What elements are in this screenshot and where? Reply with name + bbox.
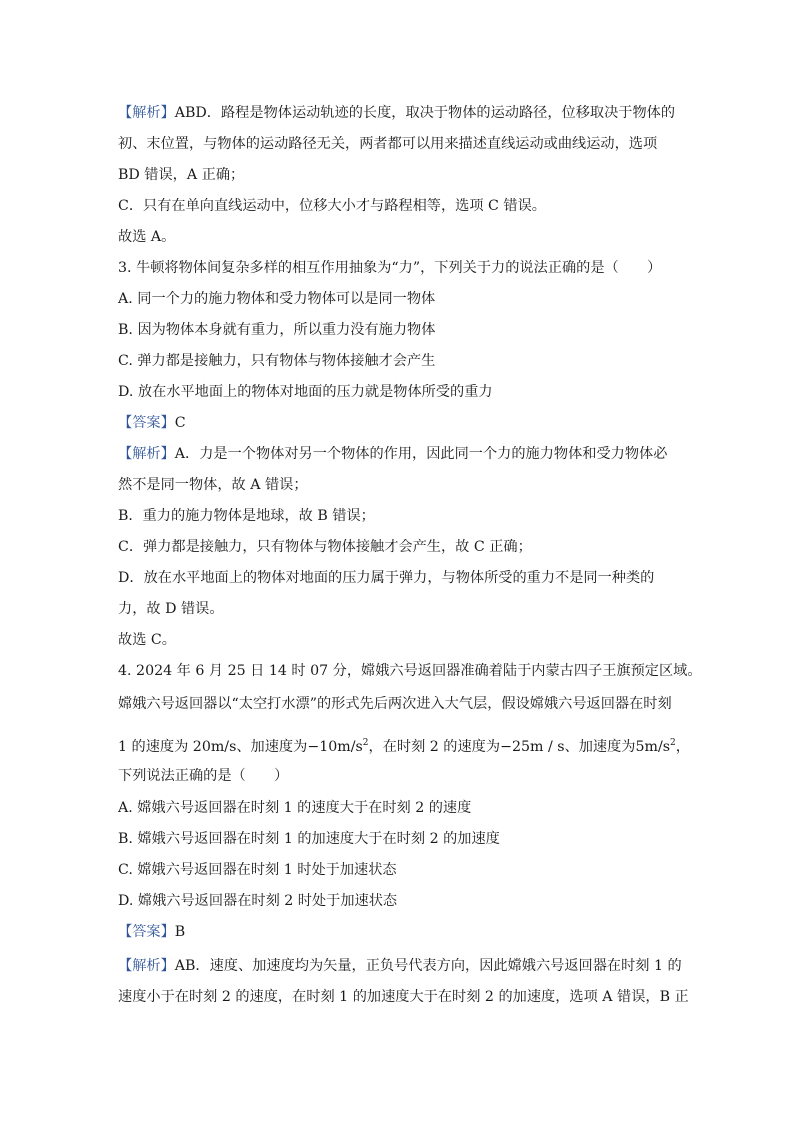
question-4-stem-formula-line	[118, 733, 690, 757]
answer-tag: 【答案】	[118, 415, 175, 431]
answer-tag: 【答案】	[118, 924, 175, 940]
question-3-option-d: D. 放在水平地面上的物体对地面的压力就是物体所受的重力	[118, 384, 493, 400]
analysis-line	[118, 103, 675, 123]
analysis-tag: 【解析】	[118, 446, 175, 462]
conclusion-line: 故选 A。	[118, 229, 176, 245]
analysis-line: C．只有在单向直线运动中，位移大小才与路程相等，选项 C 错误。	[118, 198, 546, 214]
question-4-option-a: A. 嫦娥六号返回器在时刻 1 的速度大于在时刻 2 的速度	[118, 800, 472, 816]
question-3-stem: 3. 牛顿将物体间复杂多样的相互作用抽象为“力”，下列关于力的说法正确的是（ ）	[118, 260, 662, 276]
acceleration-2: $5m/s^2$	[635, 738, 676, 755]
analysis-line: BD 错误，A 正确；	[118, 167, 245, 183]
question-4-stem: 下列说法正确的是（ ）	[118, 768, 289, 784]
question-4-option-d: D. 嫦娥六号返回器在时刻 2 时处于加速状态	[118, 893, 398, 909]
analysis-text: A．力是一个物体对另一个物体的作用，因此同一个力的施力物体和受力物体必	[174, 446, 668, 462]
question-3-answer	[118, 413, 186, 433]
question-4-answer	[118, 922, 185, 942]
stem-text: ，在时刻 2 的速度为	[368, 739, 501, 755]
question-4-stem: 嫦娥六号返回器以“太空打水漂”的形式先后两次进入大气层，假设嫦娥六号返回器在时刻	[118, 696, 672, 712]
stem-text: 、加速度为	[564, 739, 636, 755]
question-4-option-b: B. 嫦娥六号返回器在时刻 1 的加速度大于在时刻 2 的加速度	[118, 831, 500, 847]
acceleration-1: $-10m/s^2$	[307, 738, 369, 755]
velocity-2: −25m / s	[500, 739, 565, 755]
analysis-tag: 【解析】	[118, 105, 175, 121]
question-3-option-c: C. 弹力都是接触力，只有物体与物体接触才会产生	[118, 353, 436, 369]
question-4-option-c: C. 嫦娥六号返回器在时刻 1 时处于加速状态	[118, 862, 397, 878]
question-3-analysis	[118, 444, 667, 464]
analysis-line: B．重力的施力物体是地球，故 B 错误；	[118, 508, 375, 524]
stem-text: ，	[675, 739, 690, 755]
question-4-stem: 4. 2024 年 6 月 25 日 14 时 07 分，嫦娥六号返回器准确着陆于内蒙古四子王旗预定区域。	[118, 663, 702, 679]
analysis-line: C．弹力都是接触力，只有物体与物体接触才会产生，故 C 正确；	[118, 539, 532, 555]
analysis-line: 然不是同一物体，故 A 错误；	[118, 477, 308, 493]
stem-text: 1 的速度为 20m/s、加速度为	[118, 739, 308, 755]
analysis-line: 速度小于在时刻 2 的速度，在时刻 1 的加速度大于在时刻 2 的加速度，选项 A 错误，B 正	[118, 989, 689, 1005]
conclusion-line: 故选 C。	[118, 632, 176, 648]
analysis-text: ABD．路程是物体运动轨迹的长度，取决于物体的运动路径，位移取决于物体的	[174, 105, 676, 121]
question-4-analysis	[118, 956, 682, 976]
analysis-tag: 【解析】	[118, 958, 175, 974]
analysis-text: AB．速度、加速度均为矢量，正负号代表方向，因此嫦娥六号返回器在时刻 1 的	[174, 958, 682, 974]
analysis-line: D．放在水平地面上的物体对地面的压力属于弹力，与物体所受的重力不是同一种类的	[118, 570, 655, 586]
analysis-line: 初、末位置，与物体的运动路径无关，两者都可以用来描述直线运动或曲线运动，选项	[118, 136, 658, 152]
question-3-option-b: B. 因为物体本身就有重力，所以重力没有施力物体	[118, 322, 436, 338]
answer-value: C	[174, 415, 186, 431]
answer-value: B	[174, 924, 186, 940]
analysis-line: 力，故 D 错误。	[118, 601, 224, 617]
question-3-option-a: A. 同一个力的施力物体和受力物体可以是同一物体	[118, 291, 436, 307]
